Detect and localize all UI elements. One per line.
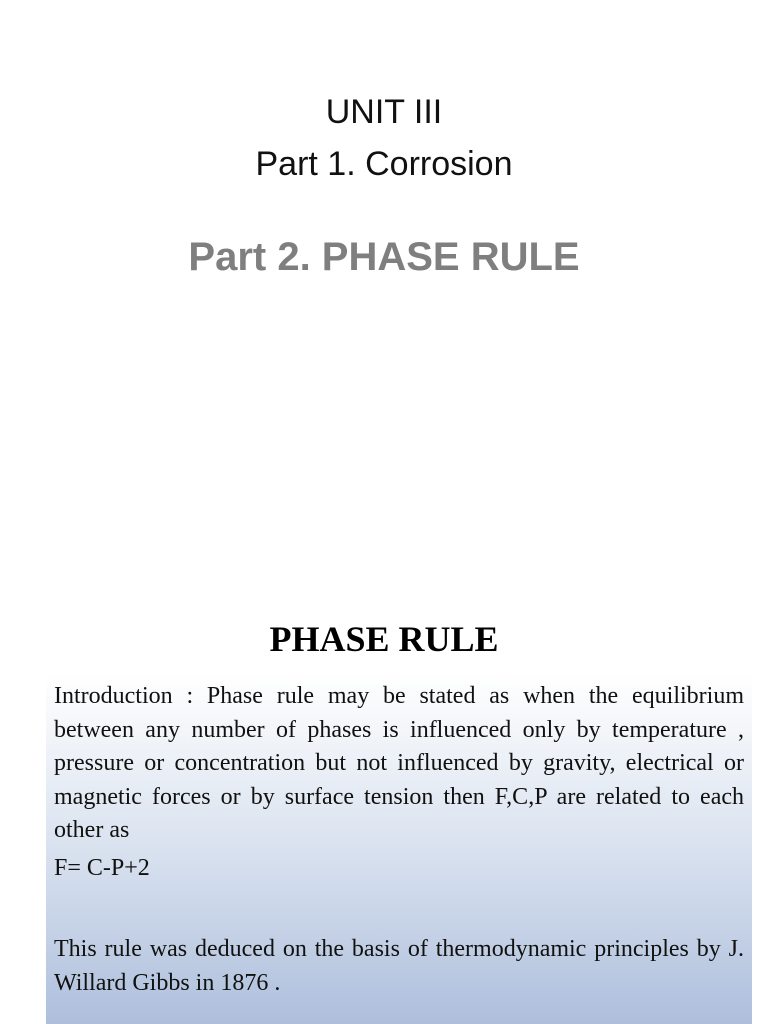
part1-title: Part 1. Corrosion	[255, 145, 513, 183]
gibbs-note: This rule was deduced on the basis of thermodynamic principles by J. Willard Gibbs in 1876 .	[54, 936, 744, 996]
phase-rule-content	[46, 674, 752, 1024]
unit-heading	[0, 86, 768, 190]
part2-title: Part 2. PHASE RULE	[188, 235, 580, 279]
unit-title: UNIT III	[325, 93, 443, 131]
phase-rule-formula: F= C-P+2	[54, 854, 150, 881]
slide-2-title: PHASE RULE	[269, 619, 499, 659]
introduction-text: Introduction : Phase rule may be stated as when the equilibrium between any number of phases is influenced only by temperature , pressure or concentration but not influenced by gravity, electrical or magnetic forces or by surface tension then F,C,P are related to each other as	[54, 683, 744, 843]
